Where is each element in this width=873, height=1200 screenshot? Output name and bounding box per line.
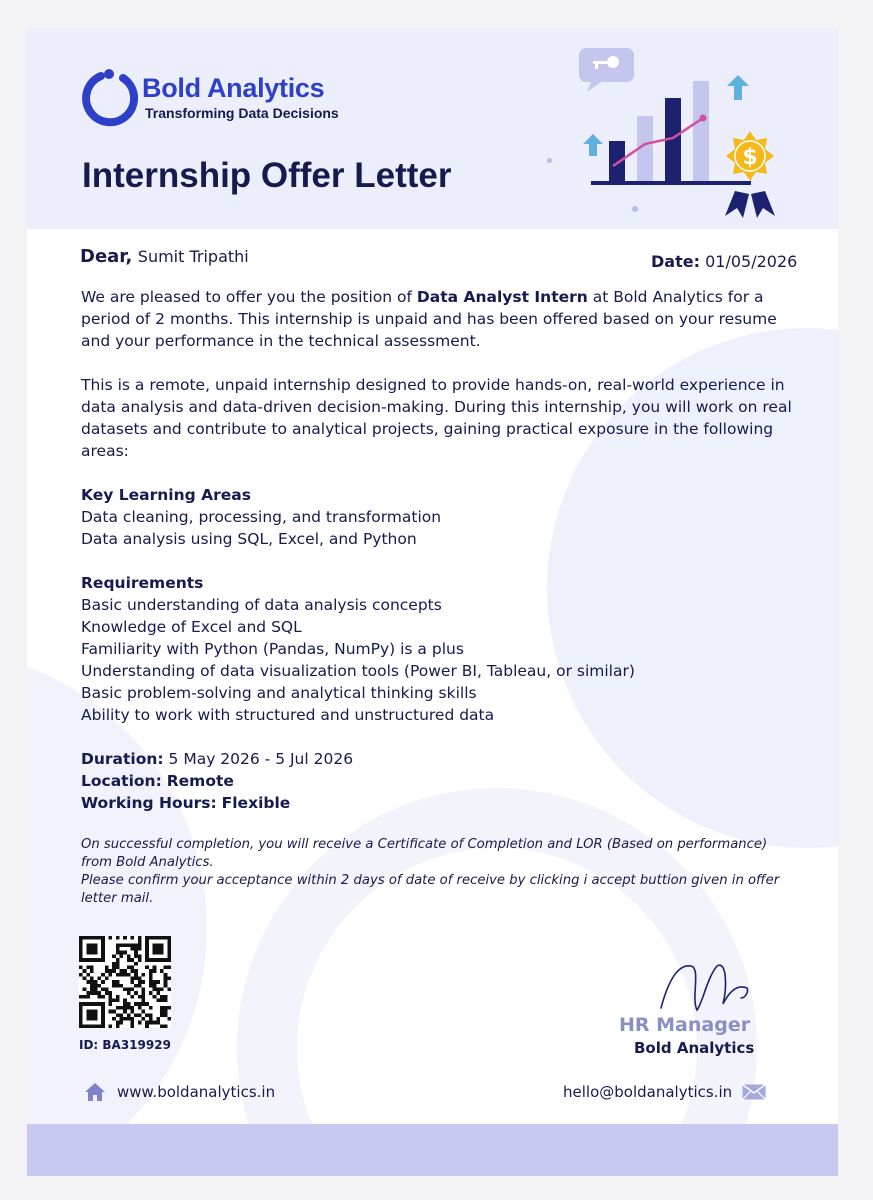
home-icon	[84, 1082, 106, 1102]
hours-line: Working Hours: Flexible	[81, 794, 291, 812]
brand-name: Bold Analytics	[142, 73, 325, 103]
learning-areas-list	[81, 506, 801, 550]
signatory-role: HR Manager	[619, 1014, 751, 1036]
signature-image	[657, 958, 757, 1018]
letter-date	[651, 252, 797, 271]
duration-line: Duration: 5 May 2026 - 5 Jul 2026	[81, 750, 354, 768]
decor-dot	[632, 206, 638, 212]
completion-note	[81, 836, 801, 908]
note-line: On successful completion, you will receive a Certificate of Completion and LOR (Based on performance) from Bold Analytics.	[81, 837, 768, 870]
list-item: Knowledge of Excel and SQL	[81, 618, 302, 636]
requirements-heading: Requirements	[81, 574, 204, 592]
envelope-icon	[742, 1084, 766, 1100]
note-line: Please confirm your acceptance within 2 days of date of receive by clicking i accept buttion given in offer letter mail.	[81, 873, 780, 906]
greeting: Dear,	[80, 246, 133, 267]
learning-areas-heading: Key Learning Areas	[81, 486, 251, 504]
date-value: 01/05/2026	[705, 252, 798, 271]
list-item: Basic understanding of data analysis concepts	[81, 596, 442, 614]
brand-tagline: Transforming Data Decisions	[145, 105, 339, 121]
email-link[interactable]: hello@boldanalytics.in	[563, 1083, 733, 1101]
footer-email[interactable]	[563, 1083, 766, 1101]
website-link[interactable]: www.boldanalytics.in	[117, 1083, 276, 1101]
growth-chart-illustration	[577, 46, 777, 221]
date-label: Date:	[651, 252, 700, 271]
location-line: Location: Remote	[81, 772, 234, 790]
footer-band	[27, 1124, 838, 1176]
signatory-company: Bold Analytics	[634, 1039, 755, 1057]
description-paragraph: This is a remote, unpaid internship designed to provide hands-on, real-world experience in data analysis and data-driven decision-making. During this internship, you will work on real datasets and contribute to analytical projects, gaining practical exposure in the following areas:	[81, 376, 792, 460]
list-item: Understanding of data visualization tools (Power BI, Tableau, or similar)	[81, 662, 635, 680]
svg-text:$: $	[742, 145, 758, 170]
list-item: Familiarity with Python (Pandas, NumPy) is a plus	[81, 640, 464, 658]
document-id: ID: BA319929	[79, 1038, 171, 1052]
list-item: Data cleaning, processing, and transformation	[81, 508, 442, 526]
salutation	[80, 246, 249, 267]
footer-website[interactable]	[84, 1082, 275, 1102]
list-item: Ability to work with structured and unstructured data	[81, 706, 495, 724]
intro-paragraph: We are pleased to offer you the position of Data Analyst Intern at Bold Analytics for a period of 2 months. This internship is unpaid and has been offered based on your resume and your performance in the technical assessment.	[81, 288, 777, 350]
list-item: Basic problem-solving and analytical thinking skills	[81, 684, 477, 702]
qr-code-icon	[79, 936, 171, 1028]
recipient-name: Sumit Tripathi	[137, 247, 249, 266]
decor-dot	[547, 158, 552, 163]
list-item: Data analysis using SQL, Excel, and Python	[81, 530, 417, 548]
letter-body	[81, 286, 801, 814]
document-title: Internship Offer Letter	[82, 156, 452, 195]
bold-analytics-logo-icon	[79, 66, 139, 128]
requirements-list	[81, 594, 801, 726]
offer-letter-page	[27, 28, 838, 1176]
position-title: Data Analyst Intern	[416, 288, 588, 306]
